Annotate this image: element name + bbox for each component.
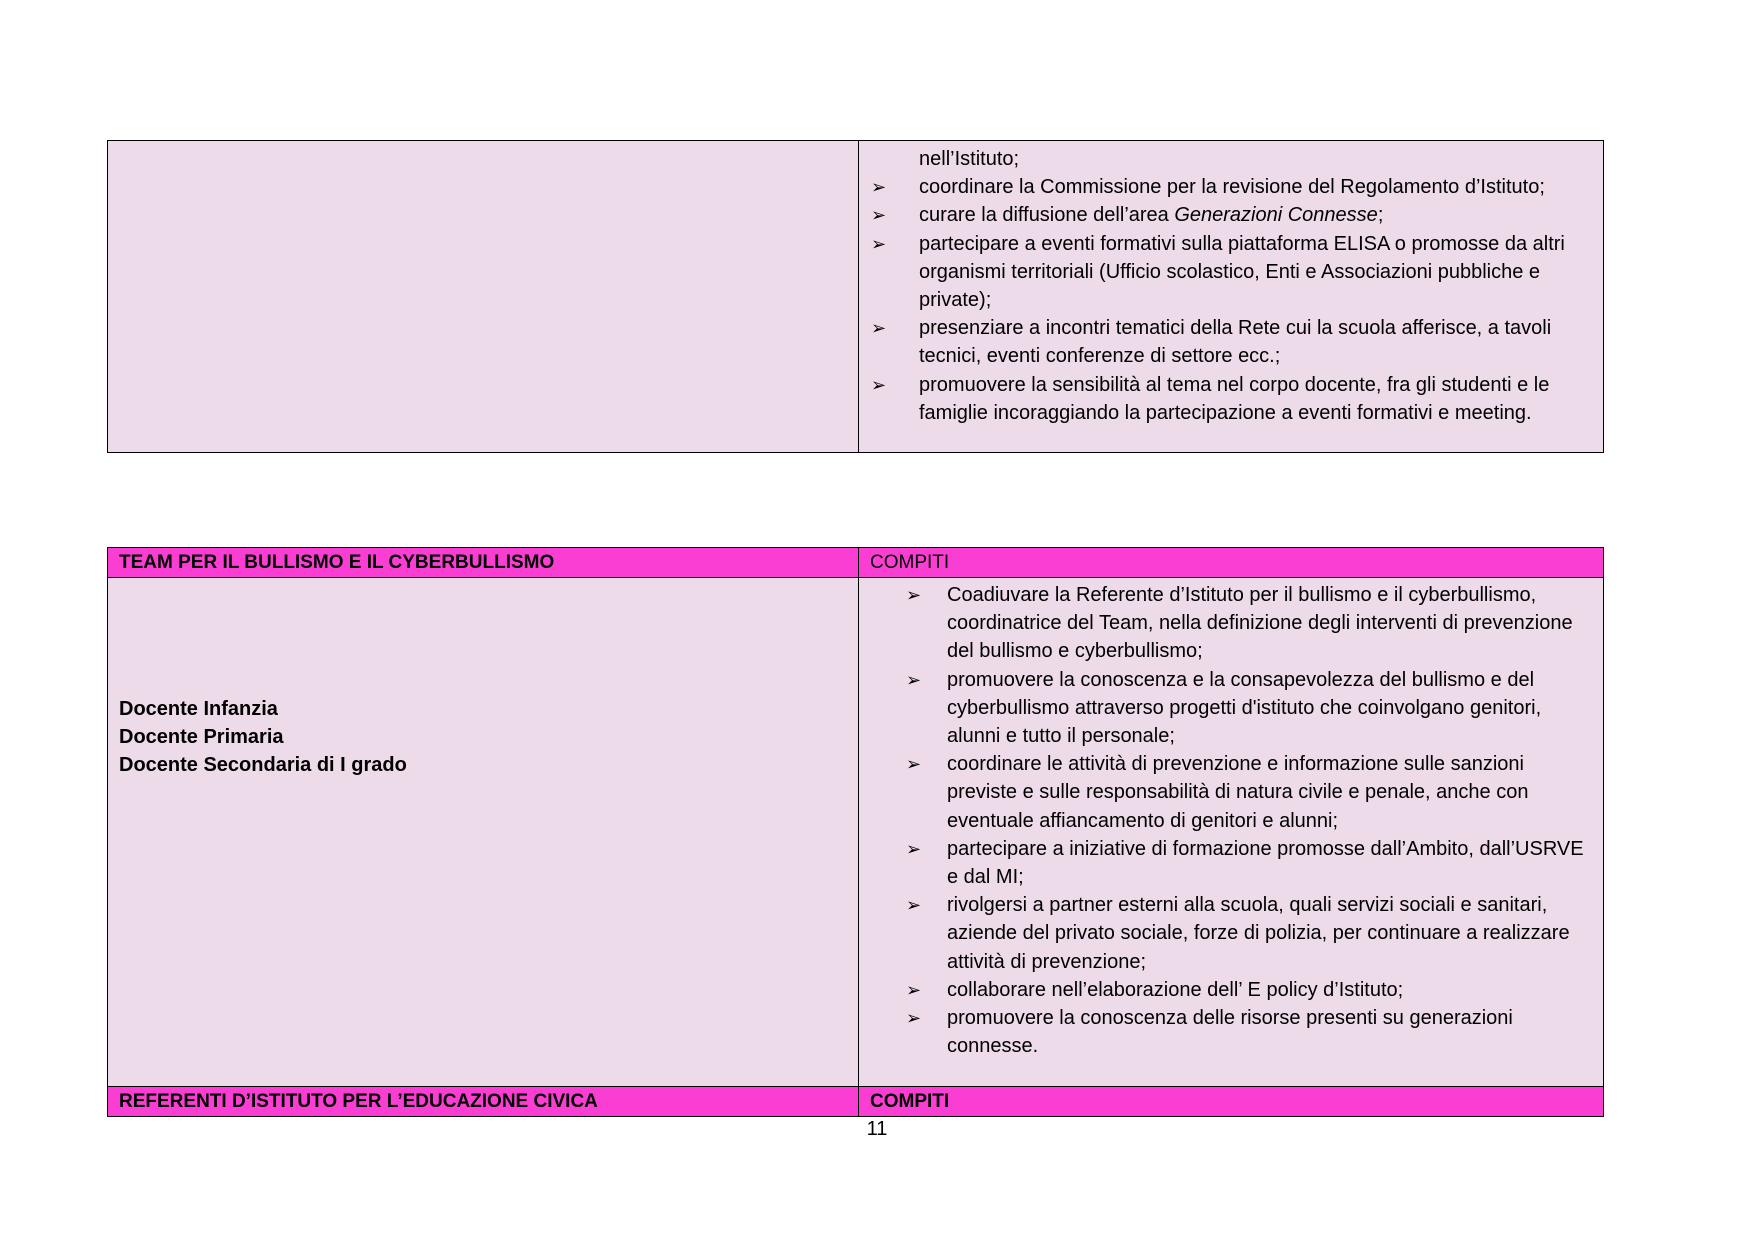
table-footer-row [108,1087,1603,1116]
list-item: ➢ rivolgersi a partner esterni alla scuola, quali servizi sociali e sanitari, aziende del privato sociale, forze di polizia, per continuare a realizzare attività di prevenzione; [947,891,1589,976]
table-continuation [107,140,1604,453]
role-primaria: Docente Primaria [119,726,284,749]
list-item: ➢ promuovere la conoscenza e la consapevolezza del bullismo e del cyberbullismo attraverso progetti d'istituto che coinvolgano genitori, alunni e tutto il personale; [947,666,1589,751]
arrow-bullet-icon: ➢ [871,318,887,339]
list-item: ➢ collaborare nell’elaborazione dell’ E policy d’Istituto; [947,976,1589,1004]
arrow-bullet-icon: ➢ [871,233,887,254]
list-item: ➢ partecipare a eventi formativi sulla piattaforma ELISA o promosse da altri organismi territoriali (Ufficio scolastico, Enti e Associazioni pubbliche e private); [919,230,1593,315]
page-number: 11 [866,1118,888,1140]
table-header-row [108,548,1603,578]
arrow-bullet-icon: ➢ [906,585,922,605]
list-item: ➢ presenziare a incontri tematici della Rete cui la scuola afferisce, a tavoli tecnici, eventi conferenze di settore ecc.; [919,314,1593,370]
arrow-bullet-icon: ➢ [871,177,887,198]
arrow-bullet-icon: ➢ [871,374,887,395]
list-item: ➢ coordinare le attività di prevenzione e informazione sulle sanzioni previste e sulle responsabilità di natura civile e penale, anche con eventuale affiancamento di genitori e alunni; [947,750,1589,835]
header-team-title: TEAM PER IL BULLISMO E IL CYBERBULLISMO [108,548,859,577]
table-team-bullismo [107,547,1604,1117]
roles-cell [108,578,859,1086]
arrow-bullet-icon: ➢ [906,669,922,690]
header-compiti-2: COMPITI [870,1091,950,1112]
tasks-cell [859,578,1603,1086]
list-item: ➢ curare la diffusione dell’area Generazioni Connesse; [919,201,1593,229]
header-educazione-civica: REFERENTI D’ISTITUTO PER L’EDUCAZIONE CIVICA [108,1087,859,1116]
list-item: ➢ Coadiuvare la Referente d’Istituto per il bullismo e il cyberbullismo, coordinatrice del Team, nella definizione degli interventi di prevenzione del bullismo e cyberbullismo; [947,581,1589,666]
arrow-bullet-icon: ➢ [906,838,922,859]
arrow-bullet-icon: ➢ [871,205,887,226]
left-cell-empty [108,141,859,452]
arrow-bullet-icon: ➢ [906,1008,922,1029]
role-secondaria: Docente Secondaria di I grado [119,754,407,777]
italic-term: Generazioni Connesse [1174,204,1378,227]
list-item: ➢ promuovere la sensibilità al tema nel corpo docente, fra gli studenti e le famiglie incoraggiando la partecipazione a eventi formativi e meeting. [919,371,1593,427]
header-compiti: COMPITI [870,552,950,573]
arrow-bullet-icon: ➢ [906,754,922,775]
tasks-cell [859,141,1603,452]
role-infanzia: Docente Infanzia [119,698,278,720]
list-item: ➢ coordinare la Commissione per la revisione del Regolamento d’Istituto; [919,173,1593,201]
continuation-text: nell’Istituto; [919,148,1020,170]
arrow-bullet-icon: ➢ [906,979,922,1000]
list-item: ➢ promuovere la conoscenza delle risorse presenti su generazioni connesse. [947,1004,1589,1060]
arrow-bullet-icon: ➢ [906,895,922,916]
list-item: ➢ partecipare a iniziative di formazione promosse dall’Ambito, dall’USRVE e dal MI; [947,835,1589,891]
